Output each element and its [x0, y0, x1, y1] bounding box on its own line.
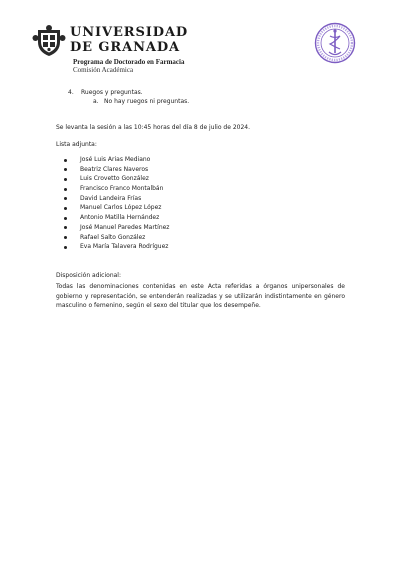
bullet-icon — [64, 236, 67, 239]
university-name-line2: DE GRANADA — [70, 40, 181, 55]
attendee-item — [64, 174, 169, 184]
attendee-item — [64, 203, 169, 213]
bullet-icon — [64, 246, 67, 249]
additional-provision-text: Todas las denominaciones contenidas en este Acta referidas a órganos unipersonales de gobierno y representación, se entenderán realizadas y se utilizarán indistintamente en género masculino o femenino, según el sexo del titular que los desempeñe. — [56, 283, 345, 310]
attendee-item — [64, 194, 169, 204]
attendee-name: Manuel Carlos López López — [80, 204, 162, 212]
bullet-icon — [64, 217, 67, 220]
bullet-icon — [64, 159, 67, 162]
attendee-item — [64, 184, 169, 194]
attendee-name: Eva María Talavera Rodríguez — [80, 243, 169, 251]
bullet-icon — [64, 197, 67, 200]
attendee-name: Beatriz Clares Naveros — [80, 165, 149, 173]
faculty-seal-icon — [314, 22, 356, 64]
attendee-name: Luis Crovetto González — [80, 175, 149, 183]
program-name: Programa de Doctorado en Farmacia — [73, 58, 185, 66]
agenda-subitem-text: No hay ruegos ni preguntas. — [104, 98, 190, 105]
attendee-item — [64, 165, 169, 175]
attendee-item — [64, 213, 169, 223]
bullet-icon — [64, 168, 67, 171]
attendee-name: Antonio Matilla Hernández — [80, 214, 160, 222]
attendee-item — [64, 223, 169, 233]
attendee-name: David Landeira Frías — [80, 194, 142, 202]
attendee-item — [64, 155, 169, 165]
attendee-name: Francisco Franco Montalbán — [80, 185, 164, 193]
attendance-list-label: Lista adjunta: — [56, 141, 97, 148]
program-committee: Comisión Académica — [73, 66, 134, 74]
attendee-name: José Luis Arias Mediano — [80, 156, 151, 163]
bullet-icon — [64, 226, 67, 229]
session-closing-statement: Se levanta la sesión a las 10:45 horas del día 8 de julio de 2024. — [56, 124, 251, 131]
additional-provision-label: Disposición adicional: — [56, 272, 121, 279]
attendee-item — [64, 233, 169, 243]
agenda-item-number: 4. — [68, 89, 74, 96]
university-crest-icon — [32, 24, 66, 58]
attendee-name: José Manuel Paredes Martínez — [80, 223, 170, 231]
attendee-item — [64, 242, 169, 252]
bullet-icon — [64, 178, 67, 181]
attendee-name: Rafael Salto González — [80, 233, 146, 241]
attendee-list — [64, 155, 169, 252]
agenda-item-text: Ruegos y preguntas. — [81, 89, 143, 96]
agenda-subitem-letter: a. — [93, 98, 99, 105]
bullet-icon — [64, 207, 67, 210]
university-name-line1: UNIVERSIDAD — [70, 25, 189, 40]
bullet-icon — [64, 188, 67, 191]
